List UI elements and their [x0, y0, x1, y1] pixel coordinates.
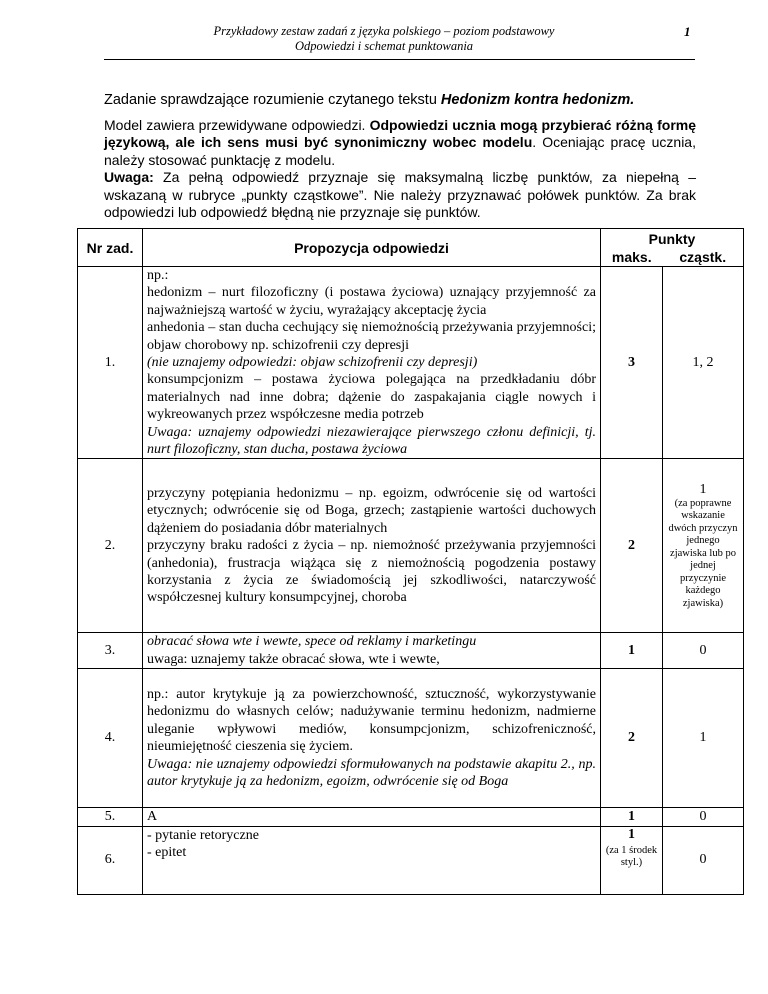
task-title: Hedonizm kontra hedonizm. [440, 92, 635, 108]
partial-points-value: 0 [699, 808, 707, 824]
answer-line: anhedonia – stan ducha cechujący się niemożnością przeżywania przyjemności; objaw chorobowy np. schizofrenii czy depresji [147, 320, 596, 353]
partial-points [663, 826, 744, 894]
intro-note-text: Za pełną odpowiedź przyznaje się maksymalną liczbę punktów, za niepełną – wskazaną w rubryce „punkty cząstkowe”. Nie należy przyznawać połówek punktów. Za brak odpowiedzi lub odpowiedź błędną nie przyznaje się punktów. [104, 169, 696, 221]
partial-points-value: 0 [699, 642, 707, 658]
answer-cell [143, 826, 601, 894]
answer-cell [143, 267, 601, 459]
answer-line: konsumpcjonizm – postawa życiowa polegająca na przedkładaniu dóbr materialnych nad inne dobra; dążenie do zaspakajania ciągle nowych i wykreowanych przez współczesne media potrzeb [147, 372, 596, 423]
max-points [601, 267, 663, 459]
max-points [601, 808, 663, 826]
max-points-value: 1 [628, 808, 635, 824]
answer-line: - pytanie retoryczne [147, 827, 259, 843]
answer-line: obracać słowa wte i wewte, spece od reklamy i marketingu [147, 634, 477, 650]
partial-points-value: 1 [699, 481, 707, 497]
col-header-max: maks. [601, 249, 663, 267]
col-header-nr: Nr zad. [78, 229, 143, 267]
max-points [601, 826, 663, 894]
answer-table [77, 228, 744, 895]
partial-points-value: 0 [699, 852, 707, 868]
answer-line: przyczyny braku radości z życia – np. niemożność przeżywania przyjemności (anhedonia), frustracja wiążąca się z niemożnością pogodzenia postawy korzystania z życia ze świadomością jej szkodliwości, natarczywość współczesnej kultury konsumpcyjnej, choroba [147, 538, 596, 606]
max-points-value: 2 [628, 730, 635, 746]
task-number: 5. [78, 808, 143, 826]
intro-paragraph-2 [104, 169, 696, 221]
col-header-points: Punkty [601, 229, 744, 249]
partial-points [663, 459, 744, 633]
max-points-value: 2 [628, 537, 635, 553]
task-number: 3. [78, 633, 143, 669]
task-number: 4. [78, 669, 143, 808]
header-title: Przykładowy zestaw zadań z języka polskiego – poziom podstawowy [213, 24, 555, 38]
task-heading [104, 92, 704, 108]
answer-line: przyczyny potępiania hedonizmu – np. egoizm, odwrócenie się od wartości etycznych; odwrócenie się od Boga, grzech; zastąpienie wartości duchowych dążeniem do posiadania dóbr materialnych [147, 486, 596, 536]
max-points [601, 459, 663, 633]
col-header-partial: cząstk. [663, 249, 744, 267]
answer-cell [143, 459, 601, 633]
answer-line: np.: [147, 268, 169, 283]
max-points-value: 3 [628, 354, 635, 370]
partial-points-value: 1 [699, 730, 707, 746]
intro-note-label: Uwaga: [104, 169, 154, 186]
max-points-value: 1 [628, 642, 635, 658]
max-points-note: (za 1 środek styl.) [605, 844, 658, 869]
intro-paragraph-1 [104, 117, 696, 169]
partial-points-note: (za poprawne wskazanie dwóch przyczyn jednego zjawiska lub po jednej przyczynie każdego zjawiska) [668, 497, 738, 609]
answer-line: Uwaga: nie uznajemy odpowiedzi sformułowanych na podstawie akapitu 2., np. autor krytykuje ją za hedonizm, egoizm, odwrócenie się od Boga [147, 756, 596, 790]
partial-points [663, 669, 744, 808]
answer-line: (nie uznajemy odpowiedzi: objaw schizofrenii czy depresji) [147, 355, 478, 371]
answer-line: uwaga: uznajemy także obracać słowa, wte i wewte, [147, 651, 440, 667]
task-number: 6. [78, 826, 143, 894]
header-divider [104, 59, 695, 60]
table-row [78, 669, 744, 808]
table-row [78, 267, 744, 459]
partial-points-value: 1, 2 [692, 354, 714, 370]
intro-p1-a: Model zawiera przewidywane odpowiedzi. [104, 117, 370, 133]
partial-points [663, 808, 744, 826]
table-row [78, 459, 744, 633]
answer-cell [143, 808, 601, 826]
table-row [78, 826, 744, 894]
partial-points [663, 633, 744, 669]
page-header [0, 24, 768, 62]
answer-line: hedonizm – nurt filozoficzny (i postawa życiowa) uznający przyjemność za najważniejszą wartość w życiu, wyrażający akceptację życia [147, 285, 596, 318]
answer-cell [143, 669, 601, 808]
intro-p1-bold: Odpowiedzi ucznia mogą przybierać różną formę językową, ale ich sens musi być synonimiczny wobec modelu [104, 117, 696, 151]
table-row [78, 633, 744, 669]
partial-points [663, 267, 744, 459]
answer-cell [143, 633, 601, 669]
col-header-answer: Propozycja odpowiedzi [143, 229, 601, 267]
intro-text [104, 117, 696, 221]
max-points-value: 1 [628, 826, 635, 842]
max-points [601, 633, 663, 669]
task-prefix: Zadanie sprawdzające rozumienie czytanego tekstu [104, 92, 441, 108]
answer-line: A [147, 809, 158, 825]
task-number: 1. [78, 267, 143, 459]
answer-line: - epitet [147, 845, 187, 861]
table-row [78, 808, 744, 826]
intro-p1-c: . Oceniając pracę ucznia, należy stosować punktację z modelu. [104, 134, 696, 168]
answer-line: Uwaga: uznajemy odpowiedzi niezawierające pierwszego członu definicji, tj. nurt filozoficzny, stan ducha, postawa życiowa [147, 424, 596, 458]
header-subtitle: Odpowiedzi i schemat punktowania [294, 39, 474, 53]
task-number: 2. [78, 459, 143, 633]
max-points [601, 669, 663, 808]
page-number: 1 [684, 24, 691, 39]
answer-line: np.: autor krytykuje ją za powierzchowność, sztuczność, wykorzystywanie hedonizmu do własnych celów; nadużywanie terminu hedonizm, nadmierne uleganie wpływowi mediów, konsumpcjonizm, schizofreniczność, nieumiejętność cieszenia się życiem. [147, 687, 596, 755]
